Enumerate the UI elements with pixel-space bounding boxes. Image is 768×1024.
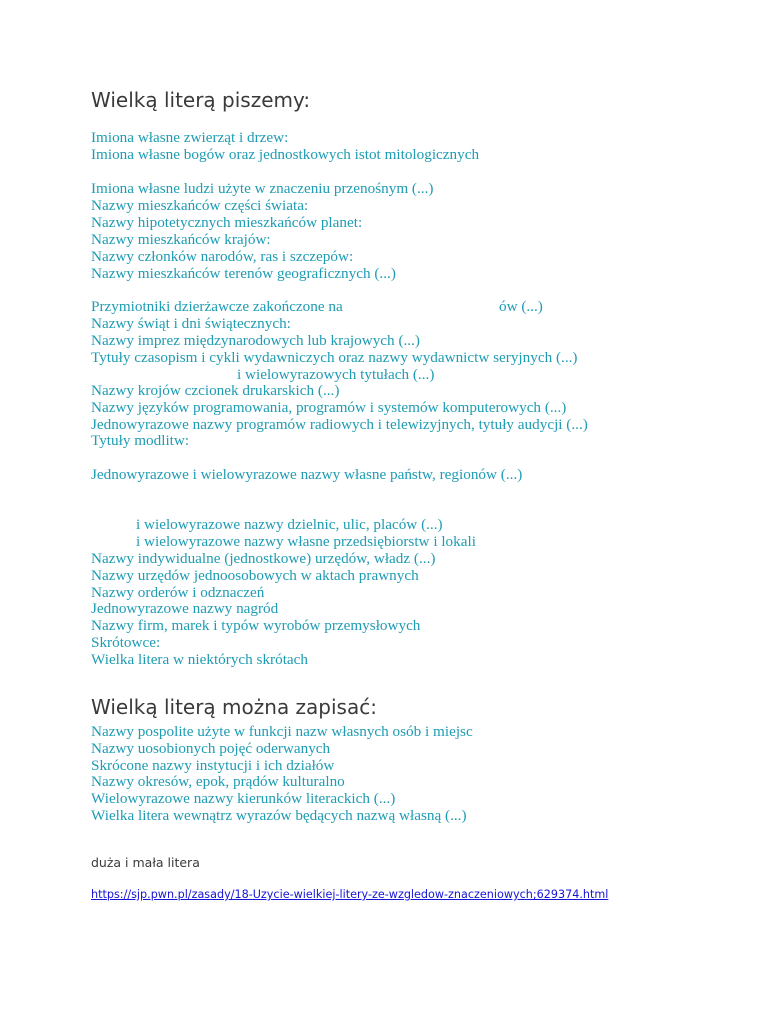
note-text: duża i mała litera [91,855,200,870]
source-link[interactable]: https://sjp.pwn.pl/zasady/18-Uzycie-wielkiej-litery-ze-wzgledow-znaczeniowych;629374.html [91,888,609,901]
list-item: Wielka litera w niektórych skrótach [91,651,308,668]
heading-uppercase-rules: Wielką literą piszemy: [91,88,311,112]
list-item: Przymiotniki dzierżawcze zakończone na [91,298,343,315]
list-item: Nazwy firm, marek i typów wyrobów przemysłowych [91,617,421,634]
list-item: Jednowyrazowe nazwy nagród [91,600,279,617]
list-item: Tytuły modlitw: [91,432,190,449]
list-item: Nazwy członków narodów, ras i szczepów: [91,248,354,265]
list-item: Nazwy mieszkańców terenów geograficznych (...) [91,265,396,282]
list-item: Wielowyrazowe nazwy kierunków literackich (...) [91,790,396,807]
list-item: Nazwy mieszkańców części świata: [91,197,309,214]
list-item: Nazwy uosobionych pojęć oderwanych [91,740,331,757]
list-item: Nazwy orderów i odznaczeń [91,584,265,601]
list-item: Nazwy okresów, epok, prądów kulturalno [91,773,345,790]
list-item: Nazwy języków programowania, programów i systemów komputerowych (...) [91,399,567,416]
list-item: Nazwy pospolite użyte w funkcji nazw własnych osób i miejsc [91,723,473,740]
list-item: Imiona własne ludzi użyte w znaczeniu przenośnym (...) [91,180,434,197]
list-item: i wielowyrazowe nazwy dzielnic, ulic, placów (...) [136,516,443,533]
list-item: Nazwy hipotetycznych mieszkańców planet: [91,214,363,231]
list-item: i wielowyrazowych tytułach (...) [237,366,435,383]
heading-optional-uppercase: Wielką literą można zapisać: [91,695,377,719]
list-item: Nazwy urzędów jednoosobowych w aktach prawnych [91,567,419,584]
list-item: Tytuły czasopism i cykli wydawniczych oraz nazwy wydawnictw seryjnych (...) [91,349,578,366]
list-item: Imiona własne bogów oraz jednostkowych istot mitologicznych [91,146,480,163]
list-item: Jednowyrazowe i wielowyrazowe nazwy własne państw, regionów (...) [91,466,523,483]
list-item: Nazwy świąt i dni świątecznych: [91,315,291,332]
list-item: Nazwy indywidualne (jednostkowe) urzędów, władz (...) [91,550,436,567]
list-item: Nazwy imprez międzynarodowych lub krajowych (...) [91,332,420,349]
list-item: Nazwy krojów czcionek drukarskich (...) [91,382,340,399]
list-item: Nazwy mieszkańców krajów: [91,231,271,248]
list-item: Jednowyrazowe nazwy programów radiowych i telewizyjnych, tytuły audycji (...) [91,416,588,433]
list-item-fragment: ów (...) [499,298,543,315]
list-item: Wielka litera wewnątrz wyrazów będących nazwą własną (...) [91,807,467,824]
list-item: Imiona własne zwierząt i drzew: [91,129,289,146]
list-item: Skrótowce: [91,634,161,651]
list-item: i wielowyrazowe nazwy własne przedsiębiorstw i lokali [136,533,476,550]
list-item: Skrócone nazwy instytucji i ich działów [91,757,335,774]
